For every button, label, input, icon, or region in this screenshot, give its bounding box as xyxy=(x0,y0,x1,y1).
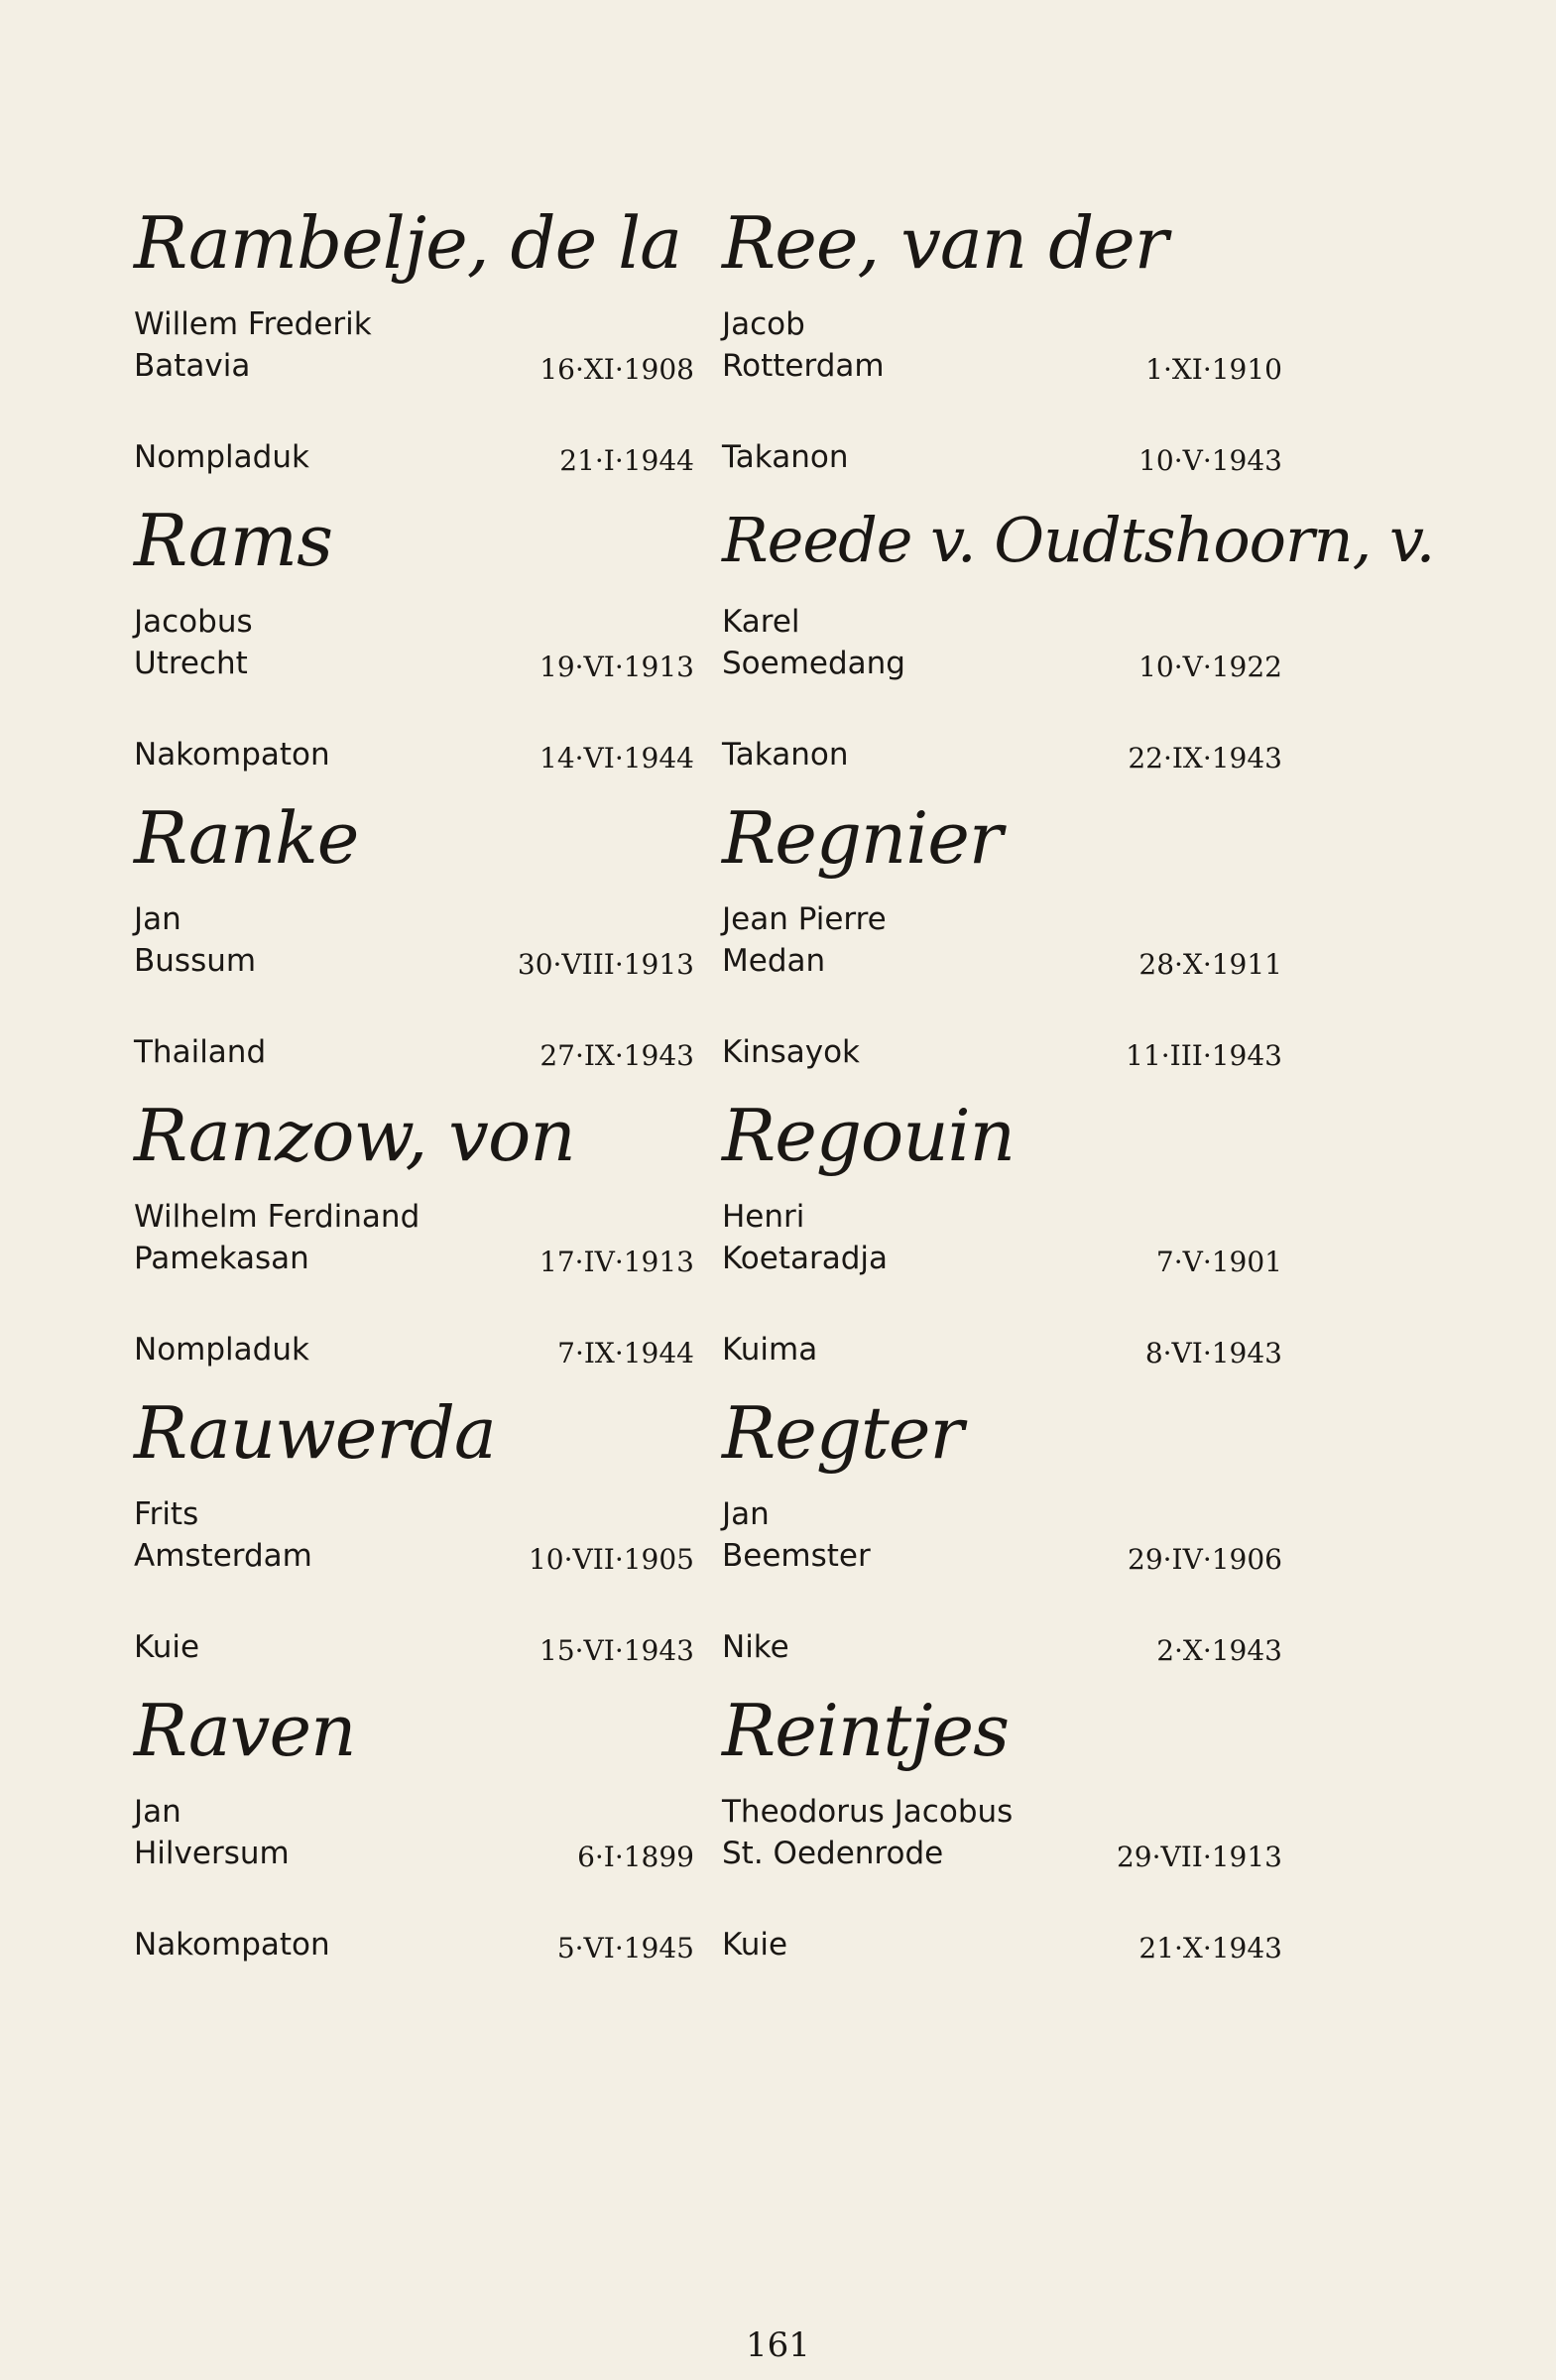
memorial-entry xyxy=(722,793,1282,1091)
surname: Reintjes xyxy=(722,1689,1010,1772)
death-line xyxy=(722,1926,1282,1964)
birthplace: Rotterdam xyxy=(722,348,885,384)
birth-date: 17·IV·1913 xyxy=(539,1246,694,1278)
death-place: Takanon xyxy=(722,737,849,773)
death-date: 14·VI·1944 xyxy=(539,742,694,774)
death-place: Kuima xyxy=(722,1332,818,1368)
birth-line xyxy=(134,1537,694,1575)
birthplace: Bussum xyxy=(134,943,257,979)
birthplace: Hilversum xyxy=(134,1836,290,1871)
left-column xyxy=(134,198,694,1983)
given-names: Jan xyxy=(134,901,181,937)
birth-date: 29·VII·1913 xyxy=(1116,1841,1282,1873)
death-line xyxy=(134,1628,694,1666)
death-date: 7·IX·1944 xyxy=(557,1337,694,1369)
birthplace: Amsterdam xyxy=(134,1538,312,1574)
birth-line xyxy=(134,942,694,980)
given-names: Jan xyxy=(134,1794,181,1830)
death-line xyxy=(722,1628,1282,1666)
death-line xyxy=(134,1033,694,1071)
given-names: Jacobus xyxy=(134,604,253,640)
birthplace: Koetaradja xyxy=(722,1241,889,1276)
death-place: Nompladuk xyxy=(134,1332,309,1368)
death-line xyxy=(722,438,1282,476)
birth-date: 29·IV·1906 xyxy=(1128,1543,1282,1576)
birth-date: 30·VIII·1913 xyxy=(517,948,694,981)
birth-line xyxy=(722,1537,1282,1575)
given-names: Theodorus Jacobus xyxy=(722,1794,1014,1830)
surname: Rauwerda xyxy=(134,1391,496,1475)
given-names: Jean Pierre xyxy=(722,901,887,937)
birth-line xyxy=(722,347,1282,385)
death-date: 8·VI·1943 xyxy=(1144,1337,1282,1369)
birth-line xyxy=(134,1240,694,1277)
birth-date: 1·XI·1910 xyxy=(1145,353,1282,386)
death-date: 15·VI·1943 xyxy=(539,1634,694,1667)
given-names: Karel xyxy=(722,604,800,640)
birth-date: 28·X·1911 xyxy=(1138,948,1282,981)
surname: Regouin xyxy=(722,1094,1016,1177)
death-line xyxy=(722,1033,1282,1071)
memorial-entry xyxy=(134,793,694,1091)
death-line xyxy=(134,736,694,774)
given-names: Jacob xyxy=(722,306,805,342)
birth-line xyxy=(722,1240,1282,1277)
death-line xyxy=(134,1331,694,1368)
death-date: 21·X·1943 xyxy=(1138,1932,1282,1964)
memorial-entry xyxy=(722,198,1282,496)
memorial-entry xyxy=(134,1388,694,1686)
birth-date: 6·I·1899 xyxy=(577,1841,694,1873)
birth-line xyxy=(722,1835,1282,1872)
death-line xyxy=(134,438,694,476)
death-place: Nike xyxy=(722,1629,789,1665)
given-names: Wilhelm Ferdinand xyxy=(134,1199,420,1235)
death-date: 2·X·1943 xyxy=(1156,1634,1282,1667)
death-place: Kuie xyxy=(134,1629,200,1665)
birthplace: St. Oedenrode xyxy=(722,1836,944,1871)
memorial-entry xyxy=(134,198,694,496)
surname: Regter xyxy=(722,1391,963,1475)
death-place: Takanon xyxy=(722,439,849,475)
death-line xyxy=(134,1926,694,1964)
death-place: Thailand xyxy=(134,1034,267,1070)
death-date: 10·V·1943 xyxy=(1138,444,1282,477)
birthplace: Medan xyxy=(722,943,826,979)
memorial-entry xyxy=(722,1091,1282,1388)
surname: Regnier xyxy=(722,796,1003,880)
birth-line xyxy=(134,1835,694,1872)
memorial-entry xyxy=(134,496,694,793)
death-line xyxy=(722,736,1282,774)
death-place: Nompladuk xyxy=(134,439,309,475)
right-column xyxy=(722,198,1435,1983)
birthplace: Pamekasan xyxy=(134,1241,309,1276)
birthplace: Batavia xyxy=(134,348,251,384)
death-date: 5·VI·1945 xyxy=(556,1932,694,1964)
death-place: Kuie xyxy=(722,1927,788,1963)
memorial-entry xyxy=(722,1388,1282,1686)
death-date: 27·IX·1943 xyxy=(539,1039,694,1072)
death-date: 21·I·1944 xyxy=(559,444,694,477)
birth-date: 19·VI·1913 xyxy=(539,651,694,683)
memorial-entry xyxy=(722,1686,1282,1983)
given-names: Frits xyxy=(134,1496,199,1532)
memorial-entry xyxy=(134,1686,694,1983)
given-names: Henri xyxy=(722,1199,805,1235)
death-line xyxy=(722,1331,1282,1368)
memorial-entry xyxy=(134,1091,694,1388)
birth-date: 10·V·1922 xyxy=(1138,651,1282,683)
birth-date: 7·V·1901 xyxy=(1155,1246,1282,1278)
surname: Ree, van der xyxy=(722,201,1168,285)
birthplace: Soemedang xyxy=(722,646,905,681)
death-place: Kinsayok xyxy=(722,1034,861,1070)
page-number: 161 xyxy=(746,2325,810,2365)
given-names: Jan xyxy=(722,1496,770,1532)
surname: Rambelje, de la xyxy=(134,201,682,285)
birth-line xyxy=(134,347,694,385)
memorial-entry xyxy=(722,496,1435,793)
death-place: Nakompaton xyxy=(134,1927,330,1963)
death-date: 11·III·1943 xyxy=(1126,1039,1282,1072)
birth-line xyxy=(722,645,1282,682)
surname: Raven xyxy=(134,1689,356,1772)
given-names: Willem Frederik xyxy=(134,306,372,342)
surname: Ranke xyxy=(134,796,359,880)
surname: Reede v. Oudtshoorn, v. xyxy=(722,504,1435,576)
birth-line xyxy=(722,942,1282,980)
surname: Rams xyxy=(134,499,333,582)
death-place: Nakompaton xyxy=(134,737,330,773)
surname: Ranzow, von xyxy=(134,1094,575,1177)
birth-date: 16·XI·1908 xyxy=(539,353,694,386)
birth-date: 10·VII·1905 xyxy=(528,1543,694,1576)
birthplace: Utrecht xyxy=(134,646,248,681)
birthplace: Beemster xyxy=(722,1538,871,1574)
birth-line xyxy=(134,645,694,682)
death-date: 22·IX·1943 xyxy=(1128,742,1282,774)
